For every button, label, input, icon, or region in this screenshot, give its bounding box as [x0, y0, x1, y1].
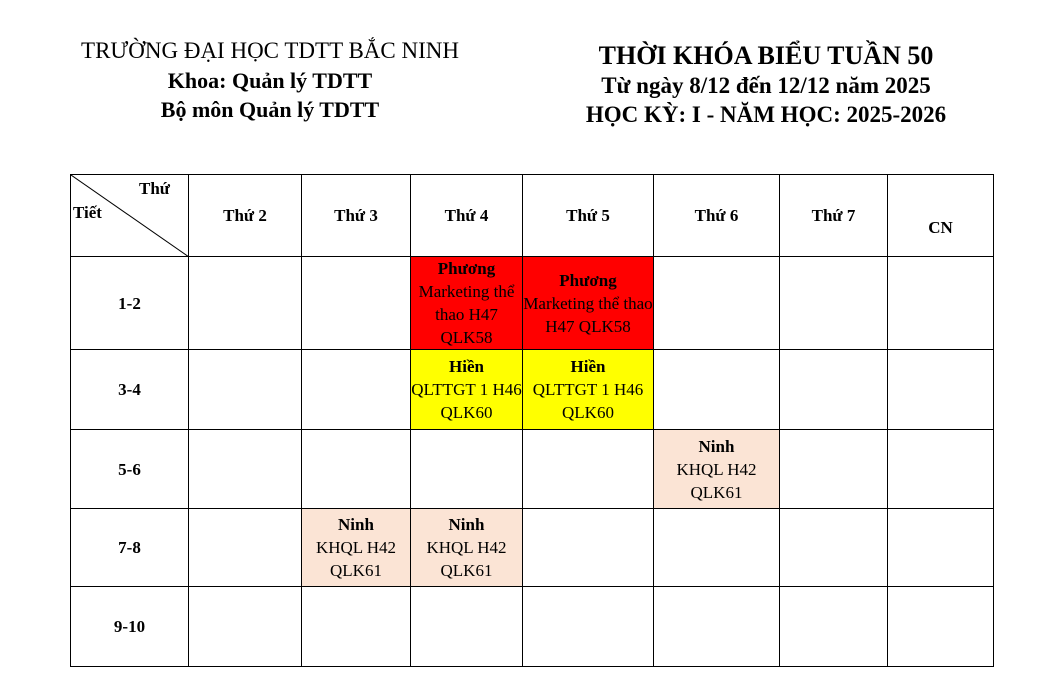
- period-label: 3-4: [71, 350, 189, 430]
- date-range: Từ ngày 8/12 đến 12/12 năm 2025: [601, 73, 931, 98]
- period-label: 1-2: [71, 257, 189, 350]
- corner-day-label: Thứ: [139, 179, 170, 198]
- teacher-name: Phương: [559, 270, 617, 290]
- day-header-thu3: Thứ 3: [302, 175, 411, 257]
- empty-cell: [189, 430, 302, 509]
- day-header-thu6: Thứ 6: [654, 175, 780, 257]
- empty-cell: [888, 587, 994, 667]
- empty-cell: [302, 257, 411, 350]
- teacher-name: Ninh: [338, 515, 374, 534]
- session-cell: [411, 350, 523, 430]
- semester-info: HỌC KỲ: I - NĂM HỌC: 2025-2026: [585, 102, 947, 127]
- teacher-name: Phương: [437, 259, 496, 278]
- subject-info: QLTTGT 1 H46 QLK60: [532, 380, 644, 422]
- day-header-thu7: Thứ 7: [780, 175, 888, 257]
- teacher-name: Ninh: [698, 436, 735, 456]
- empty-cell: [189, 509, 302, 587]
- session-cell: [302, 509, 411, 587]
- subject-info: Marketing thể thao H47 QLK58: [418, 282, 515, 347]
- subject-info: KHQL H42 QLK61: [426, 538, 507, 580]
- period-label: 5-6: [71, 430, 189, 509]
- day-header-thu5: Thứ 5: [523, 175, 654, 257]
- faculty-name: Khoa: Quản lý TDTT: [167, 68, 373, 93]
- empty-cell: [888, 257, 994, 350]
- schedule-title: THỜI KHÓA BIỂU TUẦN 50: [598, 41, 934, 70]
- teacher-name: Hiền: [570, 357, 606, 376]
- session-cell: [411, 509, 523, 587]
- empty-cell: [780, 509, 888, 587]
- empty-cell: [411, 430, 523, 509]
- empty-cell: [523, 587, 654, 667]
- teacher-name: Hiền: [449, 357, 484, 376]
- empty-cell: [888, 509, 994, 587]
- period-label: 9-10: [71, 587, 189, 667]
- empty-cell: [189, 257, 302, 350]
- period-label: 7-8: [71, 509, 189, 587]
- period-row-9-10: [71, 587, 994, 667]
- empty-cell: [654, 587, 780, 667]
- university-name: TRƯỜNG ĐẠI HỌC TDTT BẮC NINH: [81, 38, 459, 63]
- day-header-row: [71, 175, 994, 257]
- empty-cell: [302, 430, 411, 509]
- empty-cell: [888, 430, 994, 509]
- empty-cell: [780, 587, 888, 667]
- period-row-1-2: [71, 257, 994, 350]
- empty-cell: [189, 587, 302, 667]
- subject-info: Marketing thể thao H47 QLK58: [523, 293, 653, 336]
- day-header-cn-label: CN: [928, 218, 953, 237]
- empty-cell: [654, 257, 780, 350]
- teacher-name: Ninh: [448, 515, 485, 534]
- school-header: [40, 36, 500, 124]
- day-header-cn: [888, 175, 994, 257]
- empty-cell: [411, 587, 523, 667]
- timetable: [70, 174, 994, 667]
- empty-cell: [523, 430, 654, 509]
- empty-cell: [523, 509, 654, 587]
- empty-cell: [888, 350, 994, 430]
- subject-info: KHQL H42 QLK61: [315, 538, 397, 580]
- empty-cell: [302, 587, 411, 667]
- corner-period-label: Tiết: [73, 203, 102, 222]
- empty-cell: [780, 257, 888, 350]
- empty-cell: [189, 350, 302, 430]
- session-cell: [411, 257, 523, 350]
- period-row-3-4: [71, 350, 994, 430]
- empty-cell: [780, 350, 888, 430]
- empty-cell: [302, 350, 411, 430]
- corner-cell: [71, 175, 189, 257]
- session-cell: [654, 430, 780, 509]
- empty-cell: [654, 509, 780, 587]
- period-row-5-6: [71, 430, 994, 509]
- empty-cell: [780, 430, 888, 509]
- schedule-header: [548, 40, 984, 129]
- subject-info: QLTTGT 1 H46 QLK60: [411, 380, 522, 422]
- subject-info: KHQL H42 QLK61: [676, 459, 757, 502]
- session-cell: [523, 257, 654, 350]
- day-header-thu2: Thứ 2: [189, 175, 302, 257]
- period-row-7-8: [71, 509, 994, 587]
- department-name: Bộ môn Quản lý TDTT: [160, 97, 380, 122]
- session-cell: [523, 350, 654, 430]
- empty-cell: [654, 350, 780, 430]
- day-header-thu4: Thứ 4: [411, 175, 523, 257]
